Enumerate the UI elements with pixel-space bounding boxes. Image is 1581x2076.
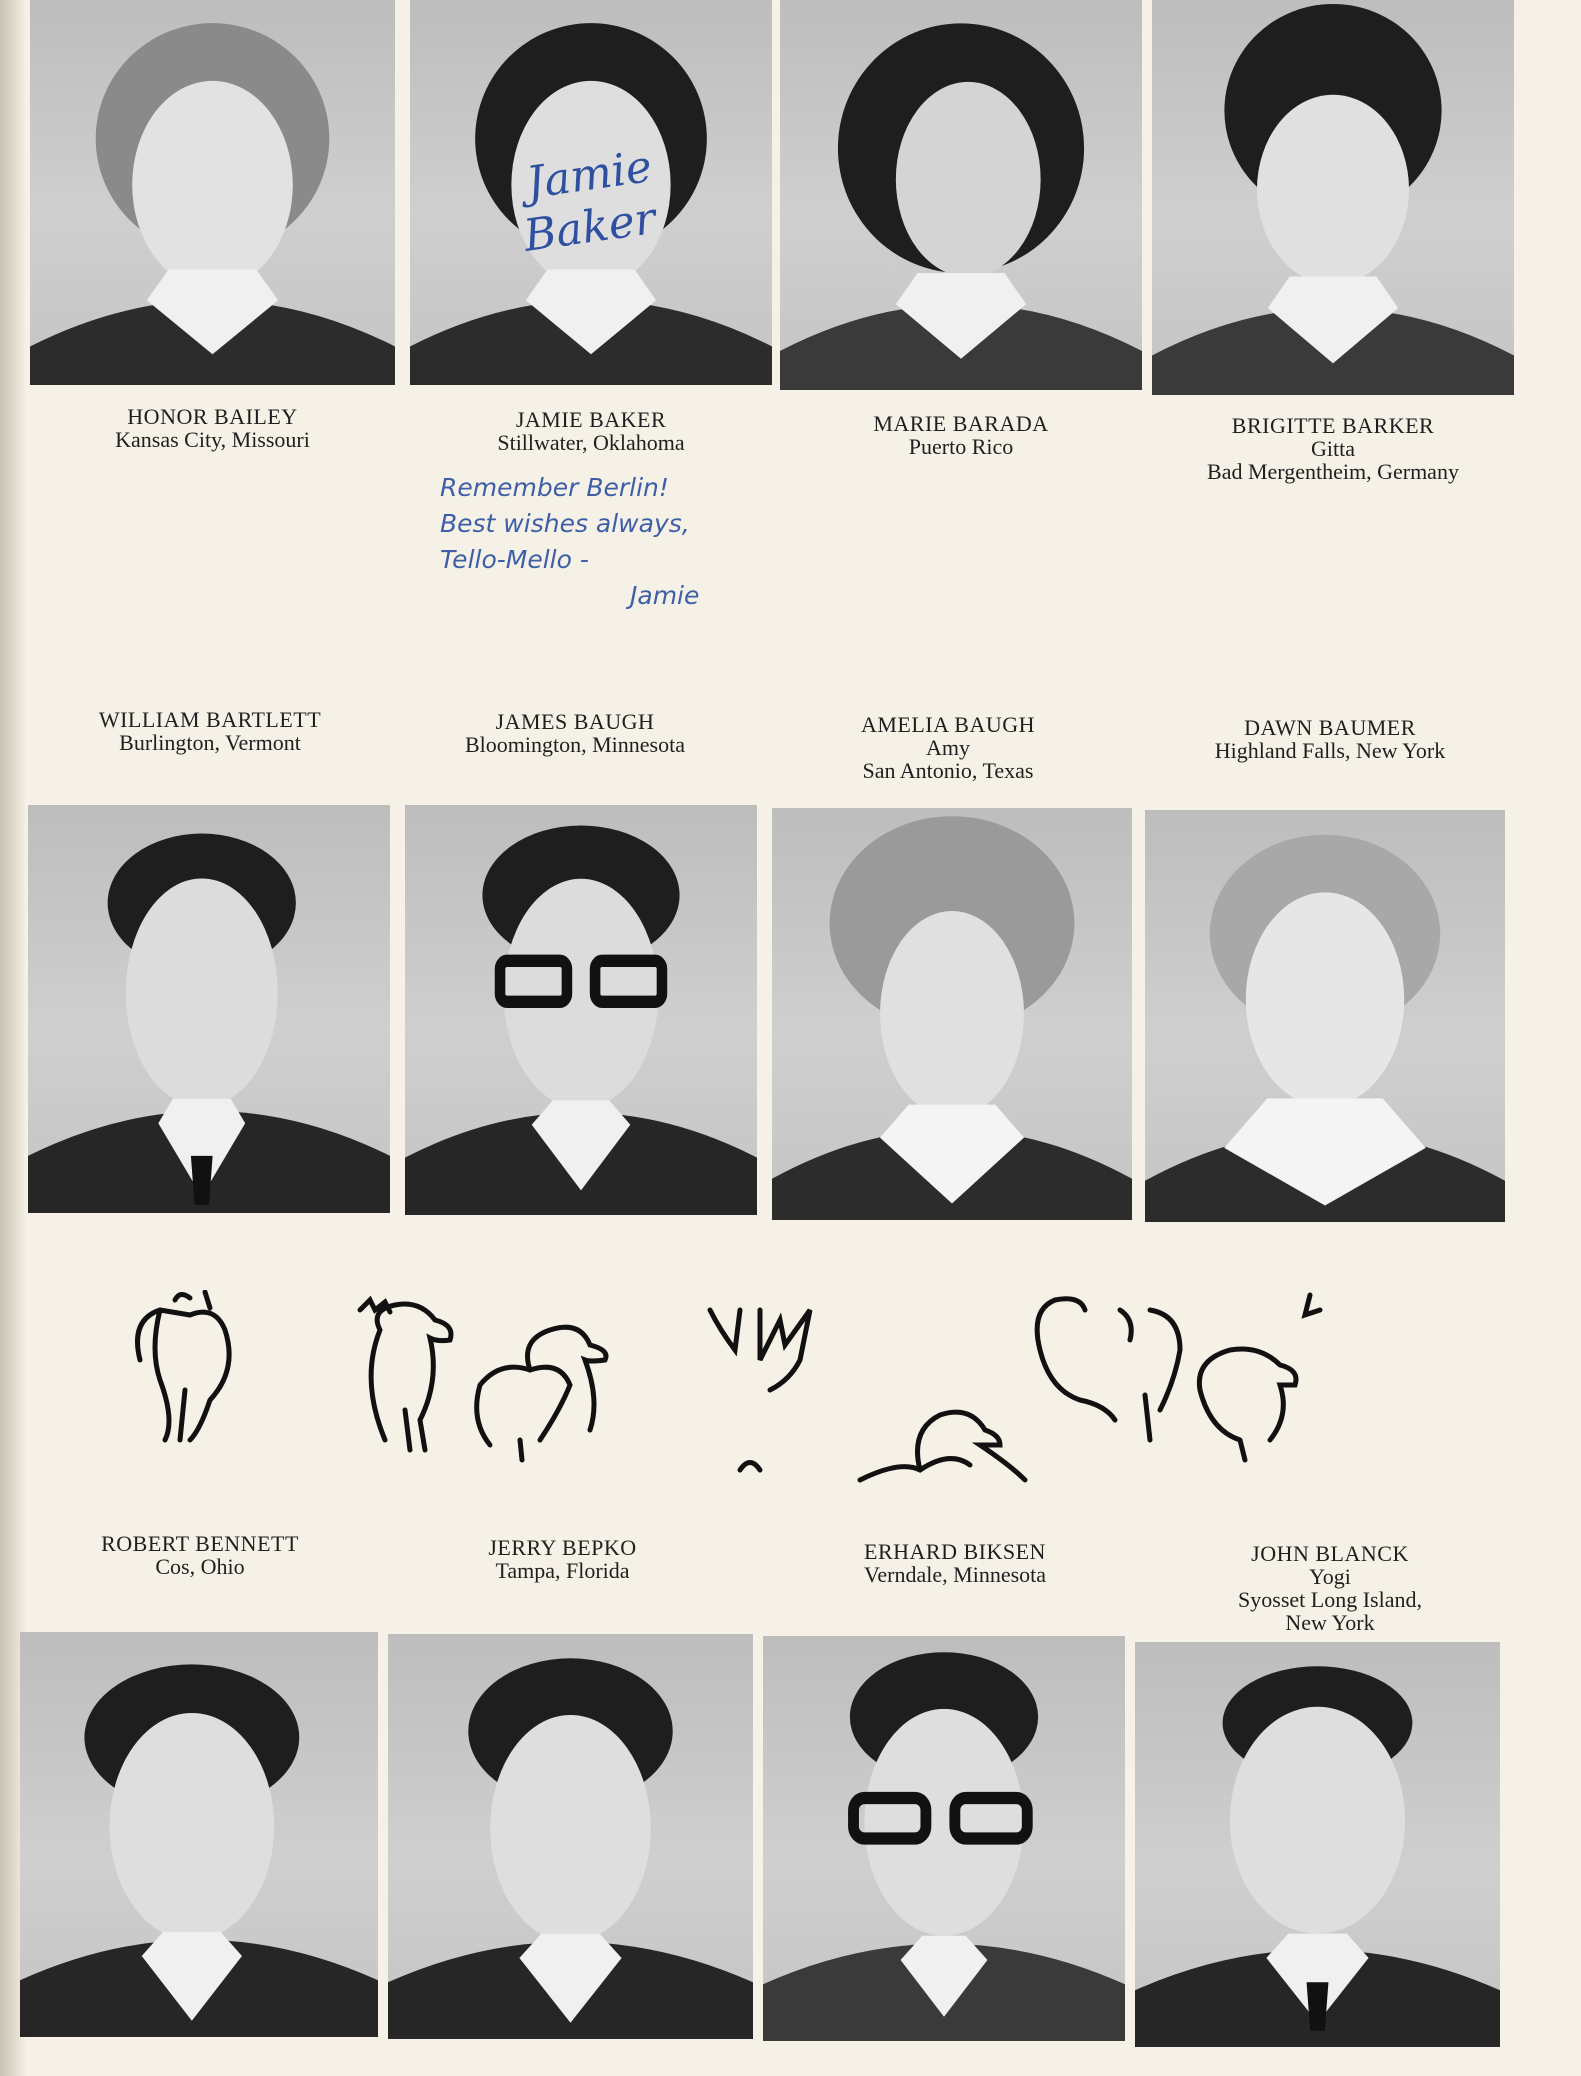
student-name: WILLIAM BARTLETT	[98, 707, 322, 732]
student-caption	[30, 405, 395, 451]
student-caption	[1152, 414, 1514, 483]
portrait-photo	[1152, 0, 1514, 395]
student-name: JAMES BAUGH	[495, 709, 655, 734]
student-caption	[1145, 716, 1515, 762]
eagle-illustration	[120, 1290, 1360, 1490]
student-nickname: Yogi	[1309, 1564, 1351, 1589]
student-caption	[30, 1532, 370, 1578]
student-name: AMELIA BAUGH	[860, 712, 1036, 737]
student-name: ERHARD BIKSEN	[864, 1539, 1046, 1564]
handwritten-note	[440, 470, 699, 614]
signature-line: Baker	[520, 193, 659, 262]
student-hometown: Verndale, Minnesota	[863, 1562, 1047, 1587]
student-hometown: Bloomington, Minnesota	[465, 732, 685, 757]
student-hometown: Kansas City, Missouri	[115, 427, 310, 452]
student-caption	[410, 408, 772, 454]
portrait-photo	[30, 0, 395, 385]
student-caption	[775, 1540, 1135, 1586]
portrait-photo	[780, 0, 1142, 390]
student-name: ROBERT BENNETT	[101, 1531, 299, 1556]
portrait-photo	[1145, 810, 1505, 1222]
student-name: JAMIE BAKER	[515, 407, 667, 432]
portrait-photo	[763, 1636, 1125, 2041]
note-line: Tello-Mello -	[440, 545, 589, 574]
student-hometown: Tampa, Florida	[495, 1558, 630, 1583]
student-nickname: Amy	[926, 735, 970, 760]
portrait-photo	[388, 1634, 753, 2039]
portrait-photo	[405, 805, 757, 1215]
portrait-photo	[28, 805, 390, 1213]
student-caption	[400, 1536, 725, 1582]
note-line: Best wishes always,	[440, 509, 690, 538]
student-caption	[30, 708, 390, 754]
student-hometown: Puerto Rico	[908, 434, 1014, 459]
portrait-photo	[772, 808, 1132, 1220]
student-nickname: Gitta	[1311, 436, 1355, 461]
student-name: HONOR BAILEY	[127, 404, 298, 429]
portrait-photo	[1135, 1642, 1500, 2047]
note-line: Jamie	[630, 581, 700, 610]
student-name: JOHN BLANCK	[1251, 1541, 1409, 1566]
student-hometown: Highland Falls, New York	[1214, 738, 1446, 763]
student-hometown: Cos, Ohio	[155, 1554, 245, 1579]
student-hometown: New York	[1285, 1610, 1375, 1635]
portrait-photo	[20, 1632, 378, 2037]
student-name: BRIGITTE BARKER	[1231, 413, 1435, 438]
student-caption	[405, 710, 745, 756]
student-hometown: Stillwater, Oklahoma	[497, 430, 685, 455]
student-name: MARIE BARADA	[873, 411, 1049, 436]
student-caption	[772, 713, 1124, 782]
student-hometown: Syosset Long Island,	[1238, 1587, 1422, 1612]
student-name: DAWN BAUMER	[1244, 715, 1416, 740]
student-name: JERRY BEPKO	[488, 1535, 637, 1560]
student-hometown: Burlington, Vermont	[119, 730, 301, 755]
signature-line: Jamie	[523, 141, 655, 210]
student-caption	[780, 412, 1142, 458]
student-hometown: San Antonio, Texas	[862, 758, 1034, 783]
note-line: Remember Berlin!	[440, 473, 669, 502]
student-hometown: Bad Mergentheim, Germany	[1207, 459, 1459, 484]
student-caption	[1150, 1542, 1510, 1634]
photo-signature	[513, 141, 662, 263]
